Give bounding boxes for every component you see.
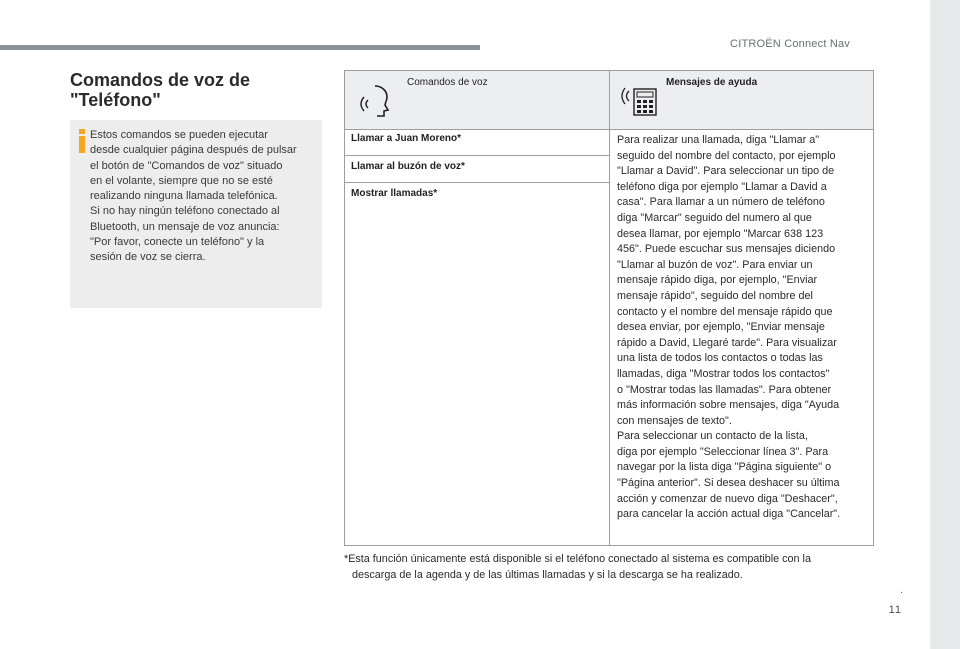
voice-command-icon [355, 83, 395, 119]
section-title-line2: "Teléfono" [70, 90, 161, 110]
table-header [345, 71, 873, 130]
info-line: en el volante, siempre que no se esté [90, 174, 273, 187]
help-line: "Llamar a David". Para seleccionar un tipo de [617, 165, 835, 178]
info-line: "Por favor, conecte un teléfono" y la [90, 236, 265, 249]
help-line: diga "Marcar" seguido del numero al que [617, 211, 812, 224]
help-line: navegar por la lista diga "Página siguiente" o [617, 461, 832, 474]
help-line: "Página anterior". Si desea deshacer su última [617, 477, 840, 490]
help-line: casa". Para llamar a un número de teléfono [617, 196, 825, 209]
info-line: Si no hay ningún teléfono conectado al [90, 205, 280, 218]
info-icon [78, 129, 86, 153]
help-text [617, 133, 869, 523]
help-line: desea enviar, por ejemplo, "Enviar mensaje [617, 321, 825, 334]
command-call-voicemail: Llamar al buzón de voz* [351, 161, 465, 172]
help-line: con mensajes de texto". [617, 414, 732, 427]
row-separator [345, 155, 609, 156]
column-divider [609, 129, 610, 545]
side-strip [930, 0, 960, 649]
help-line: una lista de todos los contactos o todas las [617, 352, 823, 365]
info-line: realizando ninguna llamada telefónica. [90, 190, 278, 203]
info-text [90, 128, 318, 266]
section-title [70, 70, 320, 110]
footnote-line2: descarga de la agenda y de las últimas llamadas y si la descarga se ha realizado. [352, 568, 743, 581]
voice-keypad-icon [620, 83, 660, 123]
page-number: 11 [888, 604, 902, 616]
command-show-calls: Mostrar llamadas* [351, 188, 438, 199]
row-separator [345, 182, 609, 183]
help-line: acción y comenzar de nuevo diga "Deshacer", [617, 492, 838, 505]
help-line: desea llamar, por ejemplo "Marcar 638 123 [617, 227, 824, 240]
info-box [70, 120, 322, 308]
info-line: Bluetooth, un mensaje de voz anuncia: [90, 220, 280, 233]
help-line: rápido a David, Llegaré tarde". Para visualizar [617, 336, 837, 349]
help-line: mensaje rápido diga, por ejemplo, "Enviar [617, 274, 818, 287]
help-line: seguido del nombre del contacto, por ejemplo [617, 149, 836, 162]
help-line: o "Mostrar todas las llamadas". Para obtener [617, 383, 832, 396]
help-line: para cancelar la acción actual diga "Cancelar". [617, 508, 841, 521]
commands-header-label: Comandos de voz [407, 77, 488, 88]
table-header-commands [345, 71, 610, 129]
section-title-line1: Comandos de voz de [70, 70, 251, 90]
command-call-contact: Llamar a Juan Moreno* [351, 133, 462, 144]
help-header-label: Mensajes de ayuda [666, 77, 758, 88]
help-line: teléfono diga por ejemplo "Llamar a David a [617, 180, 827, 193]
footnote [344, 552, 884, 583]
help-line: más información sobre mensajes, diga "Ayuda [617, 399, 840, 412]
voice-commands-table [344, 70, 874, 546]
footnote-line1: *Esta función únicamente está disponible si el teléfono conectado al sistema es compatible con la [344, 553, 811, 565]
corner-mark: . [900, 585, 903, 596]
brand-header: CITROËN Connect Nav [730, 38, 850, 50]
help-line: contacto y el nombre del mensaje rápido que [617, 305, 833, 318]
help-line: llamadas, diga "Mostrar todos los contactos" [617, 367, 830, 380]
info-line: sesión de voz se cierra. [90, 251, 206, 264]
help-line: Para seleccionar un contacto de la lista, [617, 430, 808, 443]
info-line: desde cualquier página después de pulsar [90, 144, 297, 157]
info-line: el botón de "Comandos de voz" situado [90, 159, 283, 172]
help-line: Para realizar una llamada, diga "Llamar a" [617, 134, 820, 146]
help-line: diga por ejemplo "Seleccionar línea 3". Para [617, 445, 829, 458]
help-line: 456". Puede escuchar sus mensajes diciendo [617, 243, 836, 256]
header-rule [0, 45, 480, 50]
table-header-help [610, 71, 873, 129]
info-line: Estos comandos se pueden ejecutar [90, 129, 268, 141]
help-line: mensaje rápido", seguido del nombre del [617, 289, 813, 302]
help-line: "Llamar al buzón de voz". Para enviar un [617, 258, 813, 271]
